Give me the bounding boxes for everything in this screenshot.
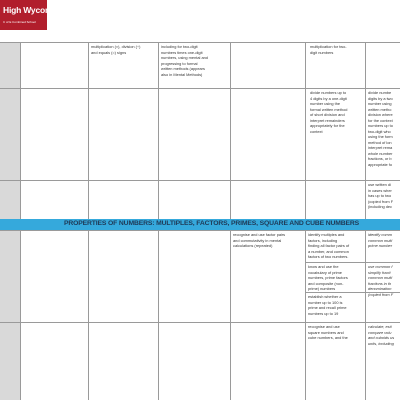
year-column-strip bbox=[0, 230, 20, 400]
year-column-strip bbox=[0, 42, 20, 219]
cell-divide-col5: divide numbe digits by a two number using written metho division where for the context numbers up to two-digit who using the form method of lon interpret rema whole number fractions, or b appropriate fo bbox=[368, 90, 393, 167]
cell-top-col4: multiplication for two- digit numbers bbox=[310, 44, 347, 55]
cell-top-col1: multiplication (×), division (÷) and equals (=) signs bbox=[91, 44, 141, 55]
cell-squares-col4: recognise and use square numbers and cube numbers, and the bbox=[308, 324, 348, 340]
section-title: PROPERTIES OF NUMBERS: MULTIPLES, FACTORS, PRIMES, SQUARE AND CUBE NUMBERS bbox=[64, 220, 360, 227]
cell-written-col5: use written di in cases wher has up to two (copied from F (including dec bbox=[368, 182, 394, 209]
cell-properties-col5a: identify comm common multi prime number bbox=[368, 232, 393, 248]
school-logo bbox=[0, 0, 62, 30]
cell-divide-col4: divide numbers up to 4 digits by a one-digit number using the formal written method of short division and interpret remainders appropriately for the context bbox=[310, 90, 348, 134]
cell-properties-col4a: identify multiples and factors, including finding all factor pairs of a number, and common factors of two numbers. bbox=[308, 232, 350, 259]
cell-squares-col5: calculate, esti compare volu and cuboids us units, including bbox=[368, 324, 395, 346]
cell-properties-col4b: know and use the vocabulary of prime numbers, prime factors and composite (non- prime) numbers bbox=[308, 264, 348, 291]
school-name: High Wycombe bbox=[3, 5, 62, 15]
cell-properties-col3: recognise and use factor pairs and commutativity in mental calculations (repeated) bbox=[233, 232, 286, 248]
section-banner bbox=[0, 219, 400, 230]
school-subtitle: C of E Combined School bbox=[3, 20, 36, 24]
cell-properties-col4c: establish whether a number up to 100 is prime and recall prime numbers up to 19 bbox=[308, 294, 347, 316]
cell-properties-col5b: use common f simplify fracti common multi fractions in th denomination (copied from F bbox=[368, 264, 394, 297]
cell-top-col2: including for two-digit numbers times one-digit numbers, using mental and progressing to formal written methods (appears also in Mental Methods) bbox=[161, 44, 208, 77]
